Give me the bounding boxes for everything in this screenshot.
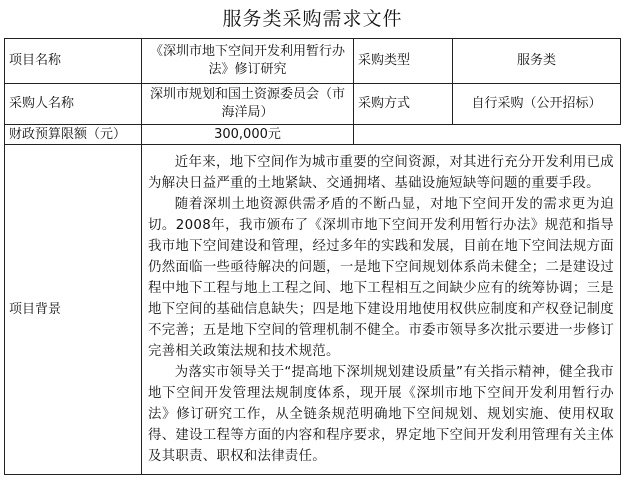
purchaser-row [5,84,621,125]
budget-label: 财政预算限额（元） [5,125,142,145]
budget-empty-cell [354,125,621,145]
background-paragraph-3: 为落实市领导关于“提高地下深圳规划建设质量”有关指示精神，健全我市地下空间开发管理法规制度体系，现开展《深圳市地下空间开发利用暂行办法》修订研究工作，从全链条规范明确地下空间规划、规划实施、使用权取得、建设工程等方面的内容和程序要求，界定地下空间开发利用管理有关主体及其职责、职权和法律责任。 [148,365,614,464]
budget-row [5,125,621,145]
project-name-label: 项目名称 [5,39,142,84]
procurement-type-value: 服务类 [453,39,621,84]
document-title: 服务类采购需求文件 [222,8,403,30]
background-paragraph-1: 近年来，地下空间作为城市重要的空间资源，对其进行充分开发利用已成为解决日益严重的土地紧缺、交通拥堵、基础设施短缺等问题的重要手段。 [148,155,614,191]
background-row [5,145,621,475]
procurement-method-label: 采购方式 [354,84,453,125]
procurement-requirements-table [4,38,621,475]
procurement-method-value: 自行采购（公开招标） [453,84,621,125]
background-content [142,145,621,475]
procurement-type-label: 采购类型 [354,39,453,84]
purchaser-label: 采购人名称 [5,84,142,125]
background-paragraph-2: 随着深圳土地资源供需矛盾的不断凸显，对地下空间开发的需求更为迫切。2008年，我市颁布了《深圳市地下空间开发利用暂行办法》规范和指导我市地下空间建设和管理，经过多年的实践和发展，目前在地下空间法规方面仍然面临一些亟待解决的问题，一是地下空间规划体系尚未健全；二是建设过程中地下工程与地上工程之间、地下工程相互之间缺少应有的统筹协调；三是地下空间的基础信息缺失；四是地下建设用地使用权供应制度和产权登记制度不完善；五是地下空间的管理机制不健全。市委市领导多次批示要进一步修订完善相关政策法规和技术规范。 [148,197,614,359]
purchaser-value: 深圳市规划和国土资源委员会（市海洋局） [142,84,354,125]
project-name-value: 《深圳市地下空间开发利用暂行办法》修订研究 [142,39,354,84]
background-label: 项目背景 [5,145,142,475]
budget-value: 300,000元 [142,125,354,145]
project-name-row [5,39,621,84]
